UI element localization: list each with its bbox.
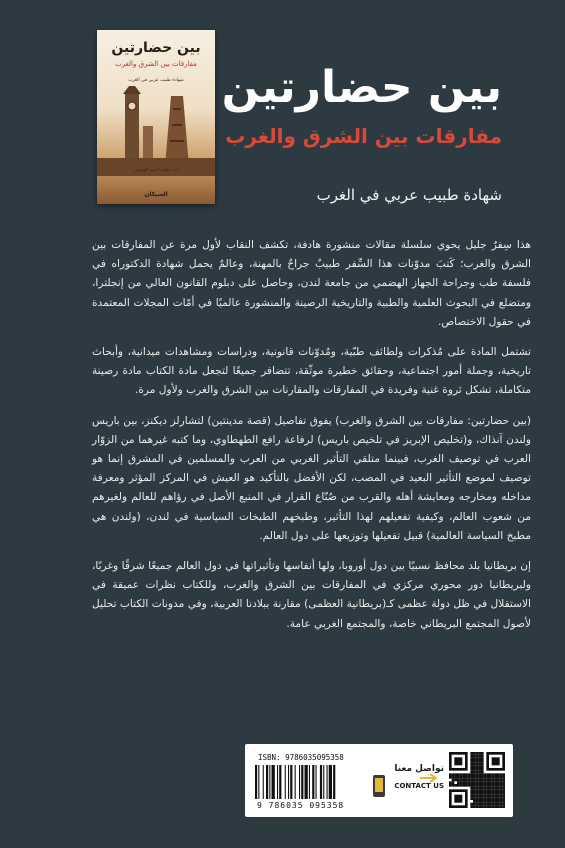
thumbnail-publisher: العبيكان [144,191,168,198]
thumbnail-title: بين حضارتين [111,40,201,56]
thumbnail-author: أ.د. محمد أحمد الهضمي [133,168,179,173]
cover-thumbnail [97,30,215,204]
barcode-digits: 9 786035 095358 [257,801,345,810]
book-title: بين حضارتين [221,62,502,113]
blurb-paragraph: (بين حضارتين: مفارقات بين الشرق والغرب) يفوق تفاصيل (قصة مدينتين) لتشارلز ديكنز، بين باريس ولندن آنذاك، و(تخليص الإبريز في تلخيص باريس) لرفاعة رافع الطهطاوي، وما كتبه غيرهما من الزوّار العرب في توصيف الغرب، فبينما متلقي التأثير الغربي من العرب والمسلمين في المشرق إنما هو توصيف لموضع التأثير البعيد في المصب، لكن الأفضل بالتأكيد هو العيش في المركز المؤثر ومعرفة مداخله ومخارجه ومعايشة أهله والقرب من صُنّاع القرار في المنبع الأصل في رؤاهم للعالم ولغيرهم من شعوب العالم، وكيفية تفعيلهم لهذا التأثير، وطبخهم الطبخات السياسية في لندن، (ولندن هي مطبخ السياسة العالمية) قبيل تفعيلها وتوزيعها على دول العالم. [92,414,531,542]
blurb-paragraph: إن بريطانيا بلد محافظ نسبيًا بين دول أوروبا، ولها أنفاسها وتأثيراتها في دول العالم جميعًا شرقًا وغربًا، ولبريطانيا دور محوري مركزي في المفارقات بين الشرق والغرب، وللكتاب نظرات عميقة في الاستقلال في ظل دولة عظمى كـ(بريطانية العظمى) مقارنة ببلادنا العربية، وفي مدونات الكتاب تحليل لأصول المجتمع البريطاني خاصة، والمجتمع الغربي عامة. [92,560,531,630]
arrow-icon [420,774,438,782]
book-tagline: شهادة طبيب عربي في الغرب [316,186,502,204]
blurb-text [92,236,531,645]
barcode-panel [245,744,513,817]
contact-label-arabic: تواصل معنا [394,764,444,774]
blurb-paragraph: تشتمل المادة على مُذكرات ولطائف طبّية، ومُدوّنات قانونية، ودراسات ومشاهدات ميدانية، وأبحاث تاريخية، وجملة أمور اجتماعية، وحقائق خطيرة موثّقة، تتضافر جميعًا لتجعل مادة الكتاب مادة رصينة متكاملة، تشكل ثروة غنية وفريدة في المفارقات والمقارنات بين الشرق والغرب ولأول مرة. [92,346,531,397]
barcode-bars [255,765,361,801]
isbn-number: ISBN: 9786035095358 [258,753,344,762]
book-subtitle: مفارقات بين الشرق والغرب [225,124,502,148]
qr-code-icon[interactable] [449,752,505,808]
blurb-paragraph: هذا سِفرٌ جليل يحوي سلسلة مقالات منشورة هادفة، تكشف النقاب لأول مرة عن المفارقات بين الشرق والغرب؛ كَتبَ مدوّنات هذا السِّفر طبيبٌ جراحٌ بالمهنة، وعالمٌ يحمل شهادة الدكتوراه في فلسفة طب وجراحة الجهاز الهضمي من جامعة لندن، وحاصل على دبلوم القانون العالي من إنجلترا، ومتضلع في البحوث العلمية والطبية والتاريخية الرصينة والمنشورة عالميًا في أمّات المجلات المعتمدة في حقول الاختصاص. [92,239,531,328]
city-skyline-illustration [97,86,215,176]
contact-label-english: CONTACT US [394,782,444,790]
thumbnail-tagline: شهادة طبيب عربي في الغرب [128,78,184,83]
thumbnail-subtitle: مفارقات بين الشرق والغرب [115,60,197,68]
contact-us-block[interactable] [372,760,444,804]
phone-icon [372,774,386,798]
